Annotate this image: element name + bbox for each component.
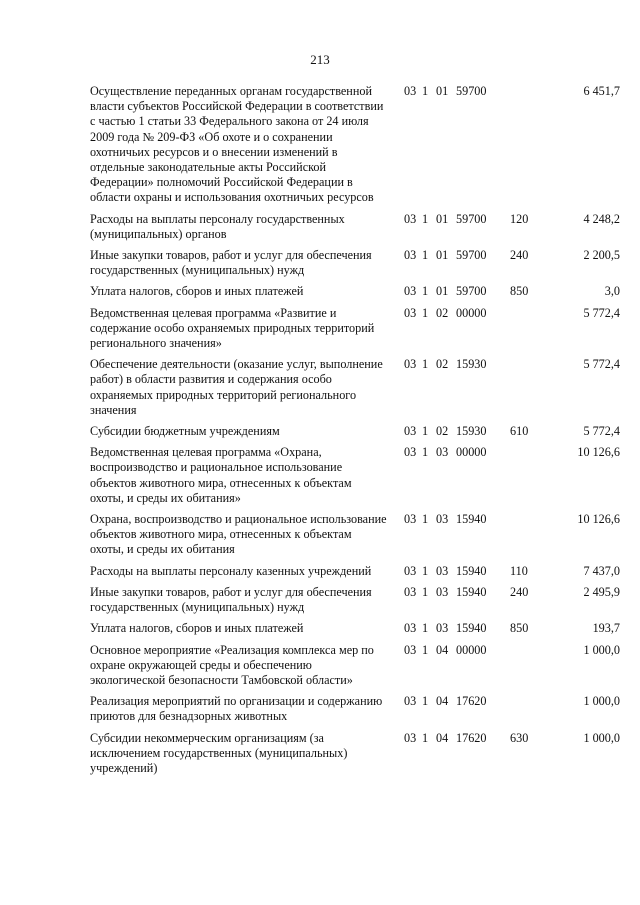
table-row [90, 284, 624, 299]
code-direction: 00000 [456, 642, 487, 657]
code-direction: 59700 [456, 211, 487, 226]
code-subprogram: 03 [436, 563, 449, 578]
code-subprogram: 02 [436, 424, 449, 439]
table-row [90, 306, 624, 352]
row-name: Расходы на выплаты персоналу государственных (муниципальных) органов [90, 211, 345, 241]
amount: 6 451,7 [583, 84, 620, 98]
expense-type: 240 [510, 248, 529, 263]
amount: 5 772,4 [583, 424, 620, 439]
expense-type: 610 [510, 424, 529, 439]
amount: 1 000,0 [583, 730, 620, 745]
code-subprogram: 04 [436, 730, 449, 745]
code-subprogram: 01 [436, 84, 449, 98]
code-section: 03 [404, 584, 417, 599]
row-name: Расходы на выплаты персоналу казенных учреждений [90, 563, 372, 578]
code-subprogram: 03 [436, 584, 449, 599]
code-program: 1 [422, 284, 429, 299]
amount: 10 126,6 [577, 512, 620, 527]
code-direction: 00000 [456, 305, 487, 320]
table-row [90, 424, 624, 439]
code-section: 03 [404, 248, 417, 263]
code-section: 03 [404, 694, 417, 709]
table-row [90, 445, 624, 506]
code-program: 1 [422, 563, 429, 578]
code-program: 1 [422, 445, 429, 460]
code-subprogram: 01 [436, 248, 449, 263]
table-row [90, 585, 624, 615]
amount: 2 495,9 [583, 584, 620, 599]
code-program: 1 [422, 584, 429, 599]
code-section: 03 [404, 512, 417, 527]
code-direction: 15940 [456, 563, 487, 578]
code-section: 03 [404, 305, 417, 320]
code-direction: 00000 [456, 445, 487, 460]
row-name: Субсидии бюджетным учреждениям [90, 424, 280, 439]
code-section: 03 [404, 424, 417, 439]
table-row [90, 731, 624, 777]
code-section: 03 [404, 284, 417, 299]
code-subprogram: 03 [436, 445, 449, 460]
code-direction: 17620 [456, 730, 487, 745]
table-row [90, 621, 624, 636]
amount: 5 772,4 [583, 305, 620, 320]
code-direction: 59700 [456, 284, 487, 299]
table-row [90, 212, 624, 242]
row-name: Реализация мероприятий по организации и содержанию приютов для безнадзорных животных [90, 694, 383, 724]
row-name: Уплата налогов, сборов и иных платежей [90, 621, 304, 636]
table-row [90, 643, 624, 689]
code-program: 1 [422, 642, 429, 657]
code-section: 03 [404, 84, 417, 98]
code-program: 1 [422, 305, 429, 320]
expense-type: 110 [510, 563, 528, 578]
code-subprogram: 02 [436, 305, 449, 320]
table-row [90, 512, 624, 558]
code-subprogram: 03 [436, 621, 449, 636]
amount: 7 437,0 [583, 563, 620, 578]
code-section: 03 [404, 563, 417, 578]
row-name: Обеспечение деятельности (оказание услуг, выполнение работ) в области развития и содержания особо охраняемых природных территорий регионального значения [90, 357, 383, 417]
code-program: 1 [422, 621, 429, 636]
code-section: 03 [404, 445, 417, 460]
amount: 193,7 [592, 621, 620, 636]
amount: 3,0 [604, 284, 620, 299]
code-direction: 15930 [456, 357, 487, 372]
expense-type: 630 [510, 730, 529, 745]
code-program: 1 [422, 248, 429, 263]
code-direction: 15940 [456, 512, 487, 527]
row-name: Иные закупки товаров, работ и услуг для обеспечения государственных (муниципальных) нужд [90, 584, 372, 615]
code-program: 1 [422, 730, 429, 745]
expense-type: 240 [510, 584, 529, 599]
amount: 5 772,4 [583, 357, 620, 372]
amount: 4 248,2 [583, 211, 620, 226]
code-program: 1 [422, 512, 429, 527]
table-row [90, 84, 624, 206]
code-program: 1 [422, 84, 429, 98]
code-section: 03 [404, 730, 417, 745]
table-row [90, 564, 624, 579]
amount: 10 126,6 [577, 445, 620, 460]
amount: 1 000,0 [583, 642, 620, 657]
amount: 1 000,0 [583, 694, 620, 709]
code-subprogram: 04 [436, 642, 449, 657]
code-direction: 15940 [456, 584, 487, 599]
row-name: Ведомственная целевая программа «Охрана, воспроизводство и рациональное использование объектов животного мира, отнесенных к объектам охоты, и среды их обитания» [90, 445, 352, 505]
expense-type: 850 [510, 284, 529, 299]
table-row [90, 694, 624, 724]
code-subprogram: 01 [436, 284, 449, 299]
row-name: Ведомственная целевая программа «Развитие и содержание особо охраняемых природных территорий регионального значения» [90, 305, 375, 351]
code-subprogram: 02 [436, 357, 449, 372]
code-section: 03 [404, 621, 417, 636]
row-name: Субсидии некоммерческим организациям (за исключением государственных (муниципальных) учреждений) [90, 730, 348, 775]
row-name: Осуществление переданных органам государственной власти субъектов Российской Федерации в соответствии с частью 1 статьи 33 Федерального закона от 24 июля 2009 года № 209-ФЗ «Об охоте и о сохранении охотничьих ресурсов и о внесении изменений в отдельные законодательные акты Российской Федерации» полномочий Российской Федерации в области охраны и использования охотничьих ресурсов [90, 84, 384, 205]
code-program: 1 [422, 424, 429, 439]
code-program: 1 [422, 211, 429, 226]
code-direction: 59700 [456, 248, 487, 263]
row-name: Охрана, воспроизводство и рациональное использование объектов животного мира, отнесенных к объектам охоты, и среды их обитания [90, 512, 387, 557]
expense-type: 850 [510, 621, 529, 636]
page-number: 213 [310, 52, 330, 67]
expense-type: 120 [510, 211, 529, 226]
code-subprogram: 01 [436, 211, 449, 226]
code-section: 03 [404, 642, 417, 657]
code-subprogram: 04 [436, 694, 449, 709]
code-section: 03 [404, 211, 417, 226]
amount: 2 200,5 [583, 248, 620, 263]
code-direction: 59700 [456, 84, 487, 98]
code-direction: 15940 [456, 621, 487, 636]
table-row [90, 248, 624, 278]
row-name: Уплата налогов, сборов и иных платежей [90, 284, 304, 299]
budget-table [90, 84, 624, 782]
table-row [90, 357, 624, 418]
row-name: Основное мероприятие «Реализация комплекса мер по охране окружающей среды и обеспечению экологической безопасности Тамбовской области» [90, 642, 374, 687]
code-direction: 15930 [456, 424, 487, 439]
code-section: 03 [404, 357, 417, 372]
row-name: Иные закупки товаров, работ и услуг для обеспечения государственных (муниципальных) нужд [90, 248, 372, 278]
code-program: 1 [422, 357, 429, 372]
code-direction: 17620 [456, 694, 487, 709]
code-subprogram: 03 [436, 512, 449, 527]
code-program: 1 [422, 694, 429, 709]
